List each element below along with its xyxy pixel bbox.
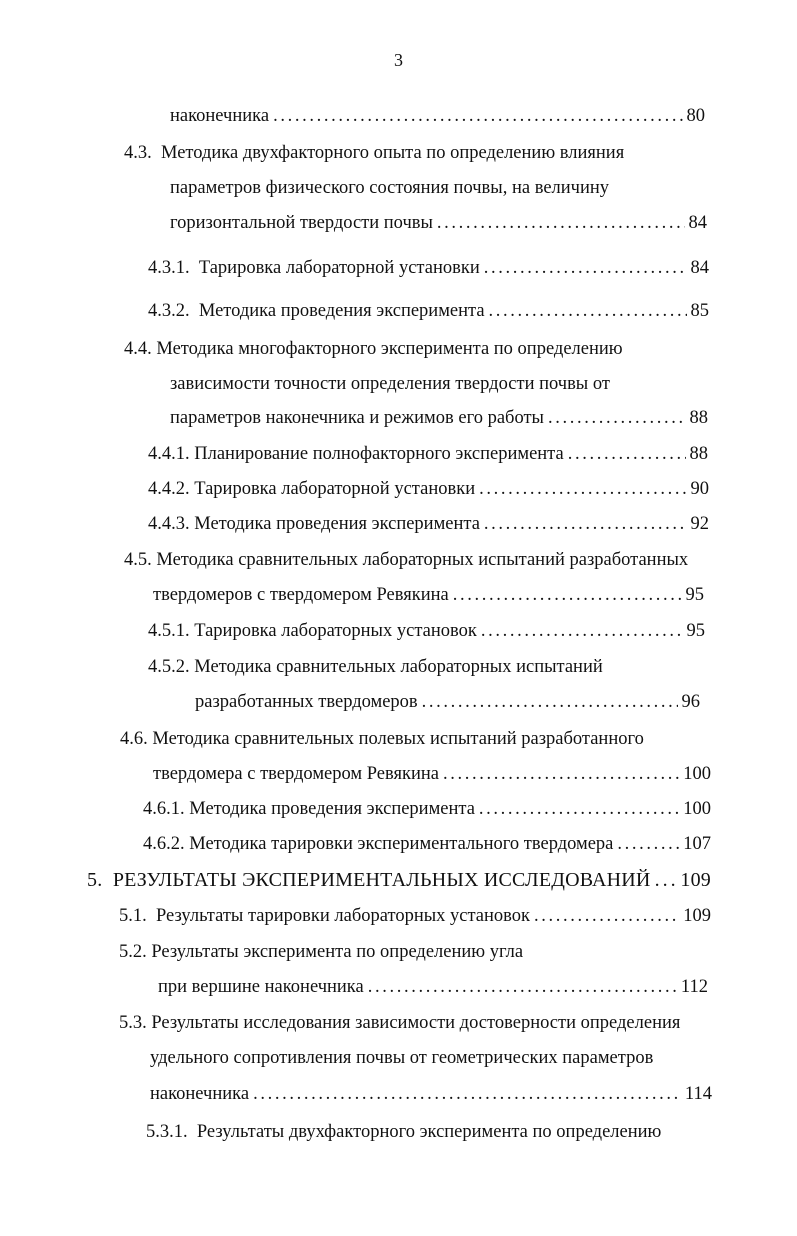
toc-entry-title: зависимости точности определения твердости почвы от [170, 374, 610, 394]
toc-entry [143, 797, 711, 821]
toc-entry-title: Планирование полнофакторного эксперимента [194, 444, 564, 464]
toc-page-number: 84 [688, 213, 707, 233]
toc-entry-continuation [153, 762, 711, 786]
toc-entry [119, 1011, 680, 1035]
toc-entry [119, 904, 711, 928]
toc-entry-continuation [170, 211, 707, 235]
toc-leader [443, 762, 679, 786]
toc-page-number: 88 [689, 408, 708, 428]
toc-entry [124, 337, 623, 361]
toc-page-number: 95 [685, 585, 704, 605]
toc-entry-number: 4.6.1. [143, 799, 185, 819]
toc-entry [124, 548, 688, 572]
toc-entry-number: 5.1. [119, 906, 147, 926]
toc-entry [170, 104, 705, 128]
toc-entry [148, 655, 603, 679]
toc-page-number: 84 [690, 258, 709, 278]
toc-entry [148, 256, 709, 280]
toc-leader [484, 256, 687, 280]
toc-entry-title: параметров физического состояния почвы, на величину [170, 178, 610, 198]
toc-page-number: 88 [689, 444, 708, 464]
toc-entry-title: Тарировка лабораторной установки [194, 479, 476, 499]
toc-entry-title: Результаты двухфакторного эксперимента по определению [196, 1122, 662, 1142]
toc-entry-title: твердомера с твердомером Ревякина [153, 764, 439, 784]
toc-entry-title: при вершине наконечника [158, 977, 364, 997]
toc-page-number: 95 [686, 621, 705, 641]
toc-entry-title: РЕЗУЛЬТАТЫ ЭКСПЕРИМЕНТАЛЬНЫХ ИССЛЕДОВАНИЙ [112, 869, 651, 891]
toc-entry [120, 727, 644, 751]
toc-leader [568, 442, 686, 466]
toc-page-number: 90 [690, 479, 709, 499]
toc-entry-number: 5. [87, 869, 103, 891]
toc-entry-number: 4.6.2. [143, 834, 185, 854]
toc-entry-number: 4.5.2. [148, 657, 190, 677]
toc-entry-number: 4.3. [124, 143, 152, 163]
toc-leader [548, 406, 686, 430]
toc-entry [146, 1120, 661, 1144]
toc-entry-continuation [150, 1082, 712, 1106]
toc-leader [489, 299, 687, 323]
toc-page-number: 109 [680, 869, 711, 891]
toc-entry [148, 299, 709, 323]
toc-entry [148, 512, 709, 536]
toc-page-number: 107 [683, 834, 711, 854]
toc-entry-title: Методика многофакторного эксперимента по определению [156, 339, 623, 359]
toc-page-number: 100 [683, 799, 711, 819]
toc-entry-title: Тарировка лабораторной установки [198, 258, 480, 278]
toc-leader [479, 477, 686, 501]
toc-entry-title: параметров наконечника и режимов его работы [170, 408, 544, 428]
toc-entry-title: разработанных твердомеров [195, 692, 418, 712]
toc-entry-title: Методика сравнительных полевых испытаний разработанного [152, 729, 644, 749]
toc-entry-title: Результаты тарировки лабораторных установок [156, 906, 531, 926]
toc-entry-number: 4.4.3. [148, 514, 190, 534]
toc-entry [143, 832, 711, 856]
toc-entry [119, 940, 523, 964]
toc-entry-number: 4.5.1. [148, 621, 190, 641]
toc-entry-title: Методика сравнительных лабораторных испытаний разработанных [156, 550, 689, 570]
toc-entry-number: 5.3.1. [146, 1122, 188, 1142]
toc-entry-continuation [170, 176, 609, 200]
toc-entry-number: 4.3.2. [148, 301, 190, 321]
toc-entry-title: горизонтальной твердости почвы [170, 213, 433, 233]
toc-entry-number: 4.4. [124, 339, 152, 359]
toc-page-number: 100 [683, 764, 711, 784]
page-number: 3 [394, 50, 403, 70]
toc-leader [534, 904, 679, 928]
toc-leader [253, 1082, 681, 1106]
toc-entry-continuation [150, 1046, 653, 1070]
toc-entry [148, 477, 709, 501]
toc-entry-title: наконечника [150, 1084, 250, 1104]
toc-page-number: 92 [690, 514, 709, 534]
toc-leader [368, 975, 677, 999]
toc-entry-number: 4.5. [124, 550, 152, 570]
toc-entry-title: Методика проведения эксперимента [189, 799, 475, 819]
toc-page-number: 96 [681, 692, 700, 712]
toc-entry-number: 4.3.1. [148, 258, 190, 278]
toc-page-number: 109 [683, 906, 711, 926]
toc-leader [422, 690, 678, 714]
toc-entry-title: Тарировка лабораторных установок [194, 621, 477, 641]
toc-entry-continuation [170, 406, 708, 430]
toc-page-number: 85 [690, 301, 709, 321]
toc-leader [273, 104, 682, 128]
toc-chapter-entry [87, 868, 711, 892]
toc-entry-continuation [195, 690, 700, 714]
toc-entry-number: 4.6. [120, 729, 148, 749]
toc-entry-title: Методика тарировки экспериментального твердомера [189, 834, 614, 854]
toc-page-number: 112 [680, 977, 708, 997]
toc-entry-number: 5.2. [119, 942, 147, 962]
toc-entry-title: Методика проведения эксперимента [198, 301, 485, 321]
toc-leader [617, 832, 679, 856]
toc-entry [148, 619, 705, 643]
toc-leader [484, 512, 687, 536]
toc-leader [481, 619, 683, 643]
toc-leader [437, 211, 685, 235]
toc-entry-number: 5.3. [119, 1013, 147, 1033]
toc-entry-continuation [158, 975, 708, 999]
toc-entry-continuation [170, 372, 610, 396]
toc-entry-title: Результаты эксперимента по определению угла [151, 942, 524, 962]
toc-entry-continuation [153, 583, 704, 607]
toc-entry-title: Методика сравнительных лабораторных испытаний [194, 657, 603, 677]
toc-entry-number: 4.4.2. [148, 479, 190, 499]
toc-entry-title: твердомеров с твердомером Ревякина [153, 585, 449, 605]
toc-leader [453, 583, 682, 607]
toc-entry [148, 442, 708, 466]
toc-entry-title: наконечника [170, 106, 270, 126]
toc-page-number: 114 [684, 1084, 712, 1104]
toc-entry-title: Результаты исследования зависимости достоверности определения [151, 1013, 681, 1033]
toc-entry [124, 141, 624, 165]
toc-entry-number: 4.4.1. [148, 444, 190, 464]
toc-page-number: 80 [686, 106, 705, 126]
toc-entry-title: Методика двухфакторного опыта по определению влияния [161, 143, 625, 163]
toc-leader [655, 868, 677, 892]
toc-leader [479, 797, 679, 821]
toc-entry-title: удельного сопротивления почвы от геометрических параметров [150, 1048, 654, 1068]
toc-entry-title: Методика проведения эксперимента [194, 514, 480, 534]
